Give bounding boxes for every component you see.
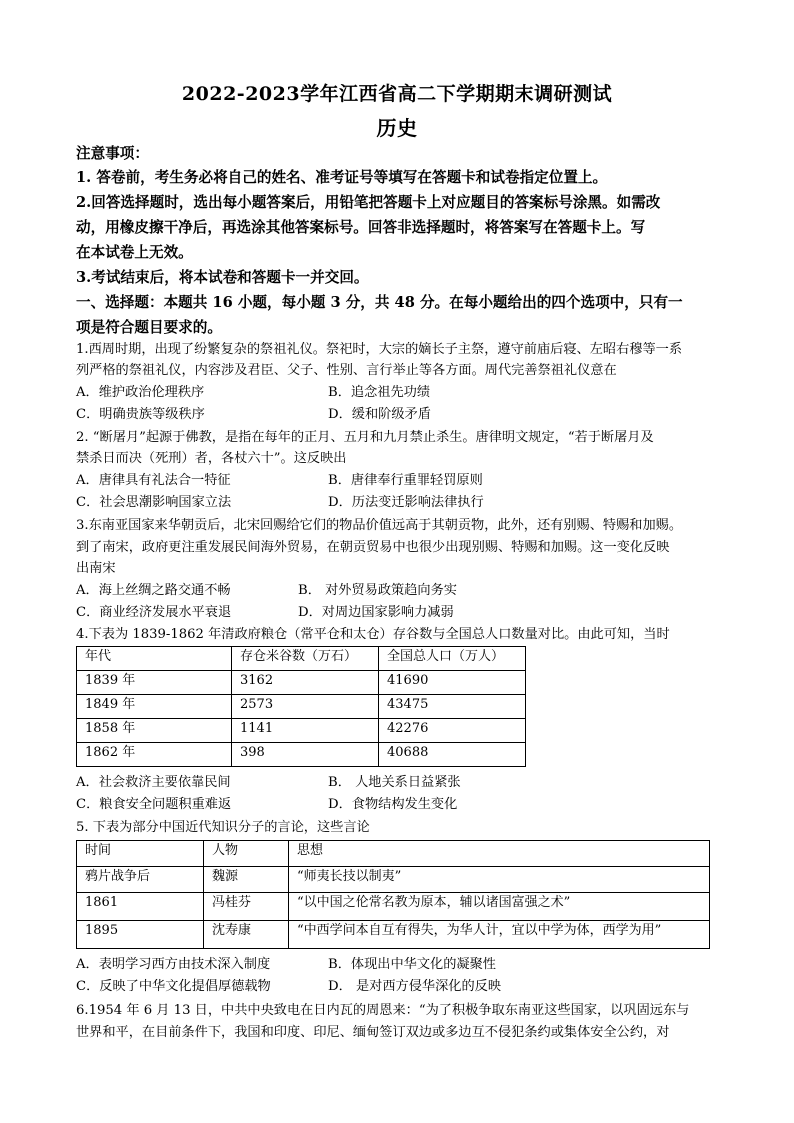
question-3-stem: 出南宋	[76, 561, 116, 576]
question-2-option-b: B．唐律奉行重罪轻罚原则	[328, 473, 483, 488]
question-3-stem: 到了南宋，政府更注重发展民间海外贸易，在朝贡贸易中也很少出现别赐、特赐和加赐。这一变化反映	[76, 540, 670, 555]
table-cell: 冯桂芬	[204, 893, 289, 921]
question-2-option-d: D．历法变迁影响法律执行	[328, 495, 484, 510]
question-5-table	[76, 840, 710, 949]
question-3-option-d: D．对周边国家影响力减弱	[298, 605, 454, 620]
table-header-cell: 年代	[77, 647, 232, 671]
table-cell: 1849 年	[77, 695, 232, 719]
table-header-row	[77, 841, 710, 867]
question-5-option-a: A．表明学习西方由技术深入制度	[76, 957, 271, 972]
subject-title: 历史	[376, 116, 418, 140]
table-cell: 1839 年	[77, 671, 232, 695]
table-header-row	[77, 647, 526, 671]
question-5-option-d: D． 是对西方侵华深化的反映	[328, 979, 502, 994]
question-1-option-c: C．明确贵族等级秩序	[76, 407, 205, 422]
question-4-table	[76, 646, 526, 767]
question-1-option-b: B．追念祖先功绩	[328, 385, 431, 400]
table-cell: 1862 年	[77, 743, 232, 767]
table-cell: “以中国之伦常名教为原本，辅以诸国富强之术”	[289, 893, 710, 921]
question-3-option-c: C．商业经济发展水平衰退	[76, 605, 232, 620]
table-row	[77, 671, 526, 695]
table-cell: 沈寿康	[204, 921, 289, 949]
question-1-stem: 1.西周时期，出现了纷繁复杂的祭祖礼仪。祭祀时，大宗的嫡长子主祭，遵守前庙后寝、左昭右穆等一系	[76, 342, 683, 357]
question-4-option-a: A．社会救济主要依靠民间	[76, 775, 231, 790]
table-row	[77, 893, 710, 921]
question-3-option-a: A．海上丝绸之路交通不畅	[76, 583, 231, 598]
table-header-cell: 时间	[77, 841, 204, 867]
table-cell: 魏源	[204, 867, 289, 893]
question-1-option-a: A．维护政治伦理秩序	[76, 385, 205, 400]
notice-line: 2.回答选择题时，选出每小题答案后，用铅笔把答题卡上对应题目的答案标号涂黑。如需改	[76, 194, 661, 211]
question-2-stem: 禁杀日而决（死刑）者，各杖六十”。这反映出	[76, 451, 347, 466]
table-row	[77, 867, 710, 893]
table-row	[77, 719, 526, 743]
notice-heading: 注意事项：	[76, 145, 149, 162]
table-cell: 1858 年	[77, 719, 232, 743]
table-row	[77, 921, 710, 949]
question-4-option-d: D．食物结构发生变化	[328, 797, 458, 812]
section-heading: 项是符合题目要求的。	[76, 319, 222, 336]
notice-line: 在本试卷上无效。	[76, 244, 193, 261]
exam-title: 2022-2023学年江西省高二下学期期末调研测试	[181, 83, 613, 105]
question-2-option-c: C．社会思潮影响国家立法	[76, 495, 232, 510]
question-3-stem: 3.东南亚国家来华朝贡后，北宋回赐给它们的物品价值远高于其朝贡物，此外，还有别赐、特赐和加赐。	[76, 518, 683, 533]
table-cell: “中西学问本自互有得失，为华人计，宜以中学为体，西学为用”	[289, 921, 710, 949]
section-heading: 一、选择题：本题共 16 小题，每小题 3 分，共 48 分。在每小题给出的四个选项中，只有一	[76, 294, 683, 311]
question-2-option-a: A．唐律具有礼法合一特征	[76, 473, 231, 488]
notice-line: 动，用橡皮擦干净后，再选涂其他答案标号。回答非选择题时，将答案写在答题卡上。写	[76, 219, 646, 236]
question-1-option-d: D．缓和阶级矛盾	[328, 407, 431, 422]
table-cell: 1861	[77, 893, 204, 921]
table-cell: 1141	[232, 719, 379, 743]
question-6-stem: 6.1954 年 6 月 13 日，中共中央致电在日内瓦的周恩来：“为了积极争取东南亚这些国家，以巩固远东与	[76, 1003, 690, 1018]
table-header-cell: 存仓米谷数（万石）	[232, 647, 379, 671]
table-cell: “师夷长技以制夷”	[289, 867, 710, 893]
question-3-option-b: B． 对外贸易政策趋向务实	[298, 583, 457, 598]
question-4-option-c: C．粮食安全问题积重难返	[76, 797, 232, 812]
table-cell: 41690	[379, 671, 526, 695]
table-header-cell: 全国总人口（万人）	[379, 647, 526, 671]
table-row	[77, 743, 526, 767]
table-header-cell: 人物	[204, 841, 289, 867]
table-cell: 2573	[232, 695, 379, 719]
question-4-option-b: B． 人地关系日益紧张	[328, 775, 461, 790]
table-row	[77, 695, 526, 719]
question-5-option-c: C．反映了中华文化提倡厚德载物	[76, 979, 271, 994]
question-6-stem: 世界和平，在目前条件下，我国和印度、印尼、缅甸签订双边或多边互不侵犯条约或集体安全公约，对	[76, 1025, 670, 1040]
table-cell: 1895	[77, 921, 204, 949]
question-2-stem: 2. “断屠月”起源于佛教，是指在每年的正月、五月和九月禁止杀生。唐律明文规定，“若于断屠月及	[76, 430, 654, 445]
question-4-stem: 4.下表为 1839-1862 年清政府粮仓（常平仓和太仓）存谷数与全国总人口数量对比。由此可知，当时	[76, 627, 670, 642]
notice-line: 1. 答卷前，考生务必将自己的姓名、准考证号等填写在答题卡和试卷指定位置上。	[76, 169, 608, 186]
table-header-cell: 思想	[289, 841, 710, 867]
question-1-stem: 列严格的祭祖礼仪，内容涉及君臣、父子、性别、言行举止等各方面。周代完善祭祖礼仪意在	[76, 363, 617, 378]
table-cell: 398	[232, 743, 379, 767]
table-cell: 42276	[379, 719, 526, 743]
table-cell: 40688	[379, 743, 526, 767]
question-5-stem: 5. 下表为部分中国近代知识分子的言论，这些言论	[76, 820, 370, 835]
notice-line: 3.考试结束后，将本试卷和答题卡一并交回。	[76, 269, 369, 286]
table-cell: 鸦片战争后	[77, 867, 204, 893]
question-5-option-b: B．体现出中华文化的凝聚性	[328, 957, 496, 972]
table-cell: 3162	[232, 671, 379, 695]
table-cell: 43475	[379, 695, 526, 719]
